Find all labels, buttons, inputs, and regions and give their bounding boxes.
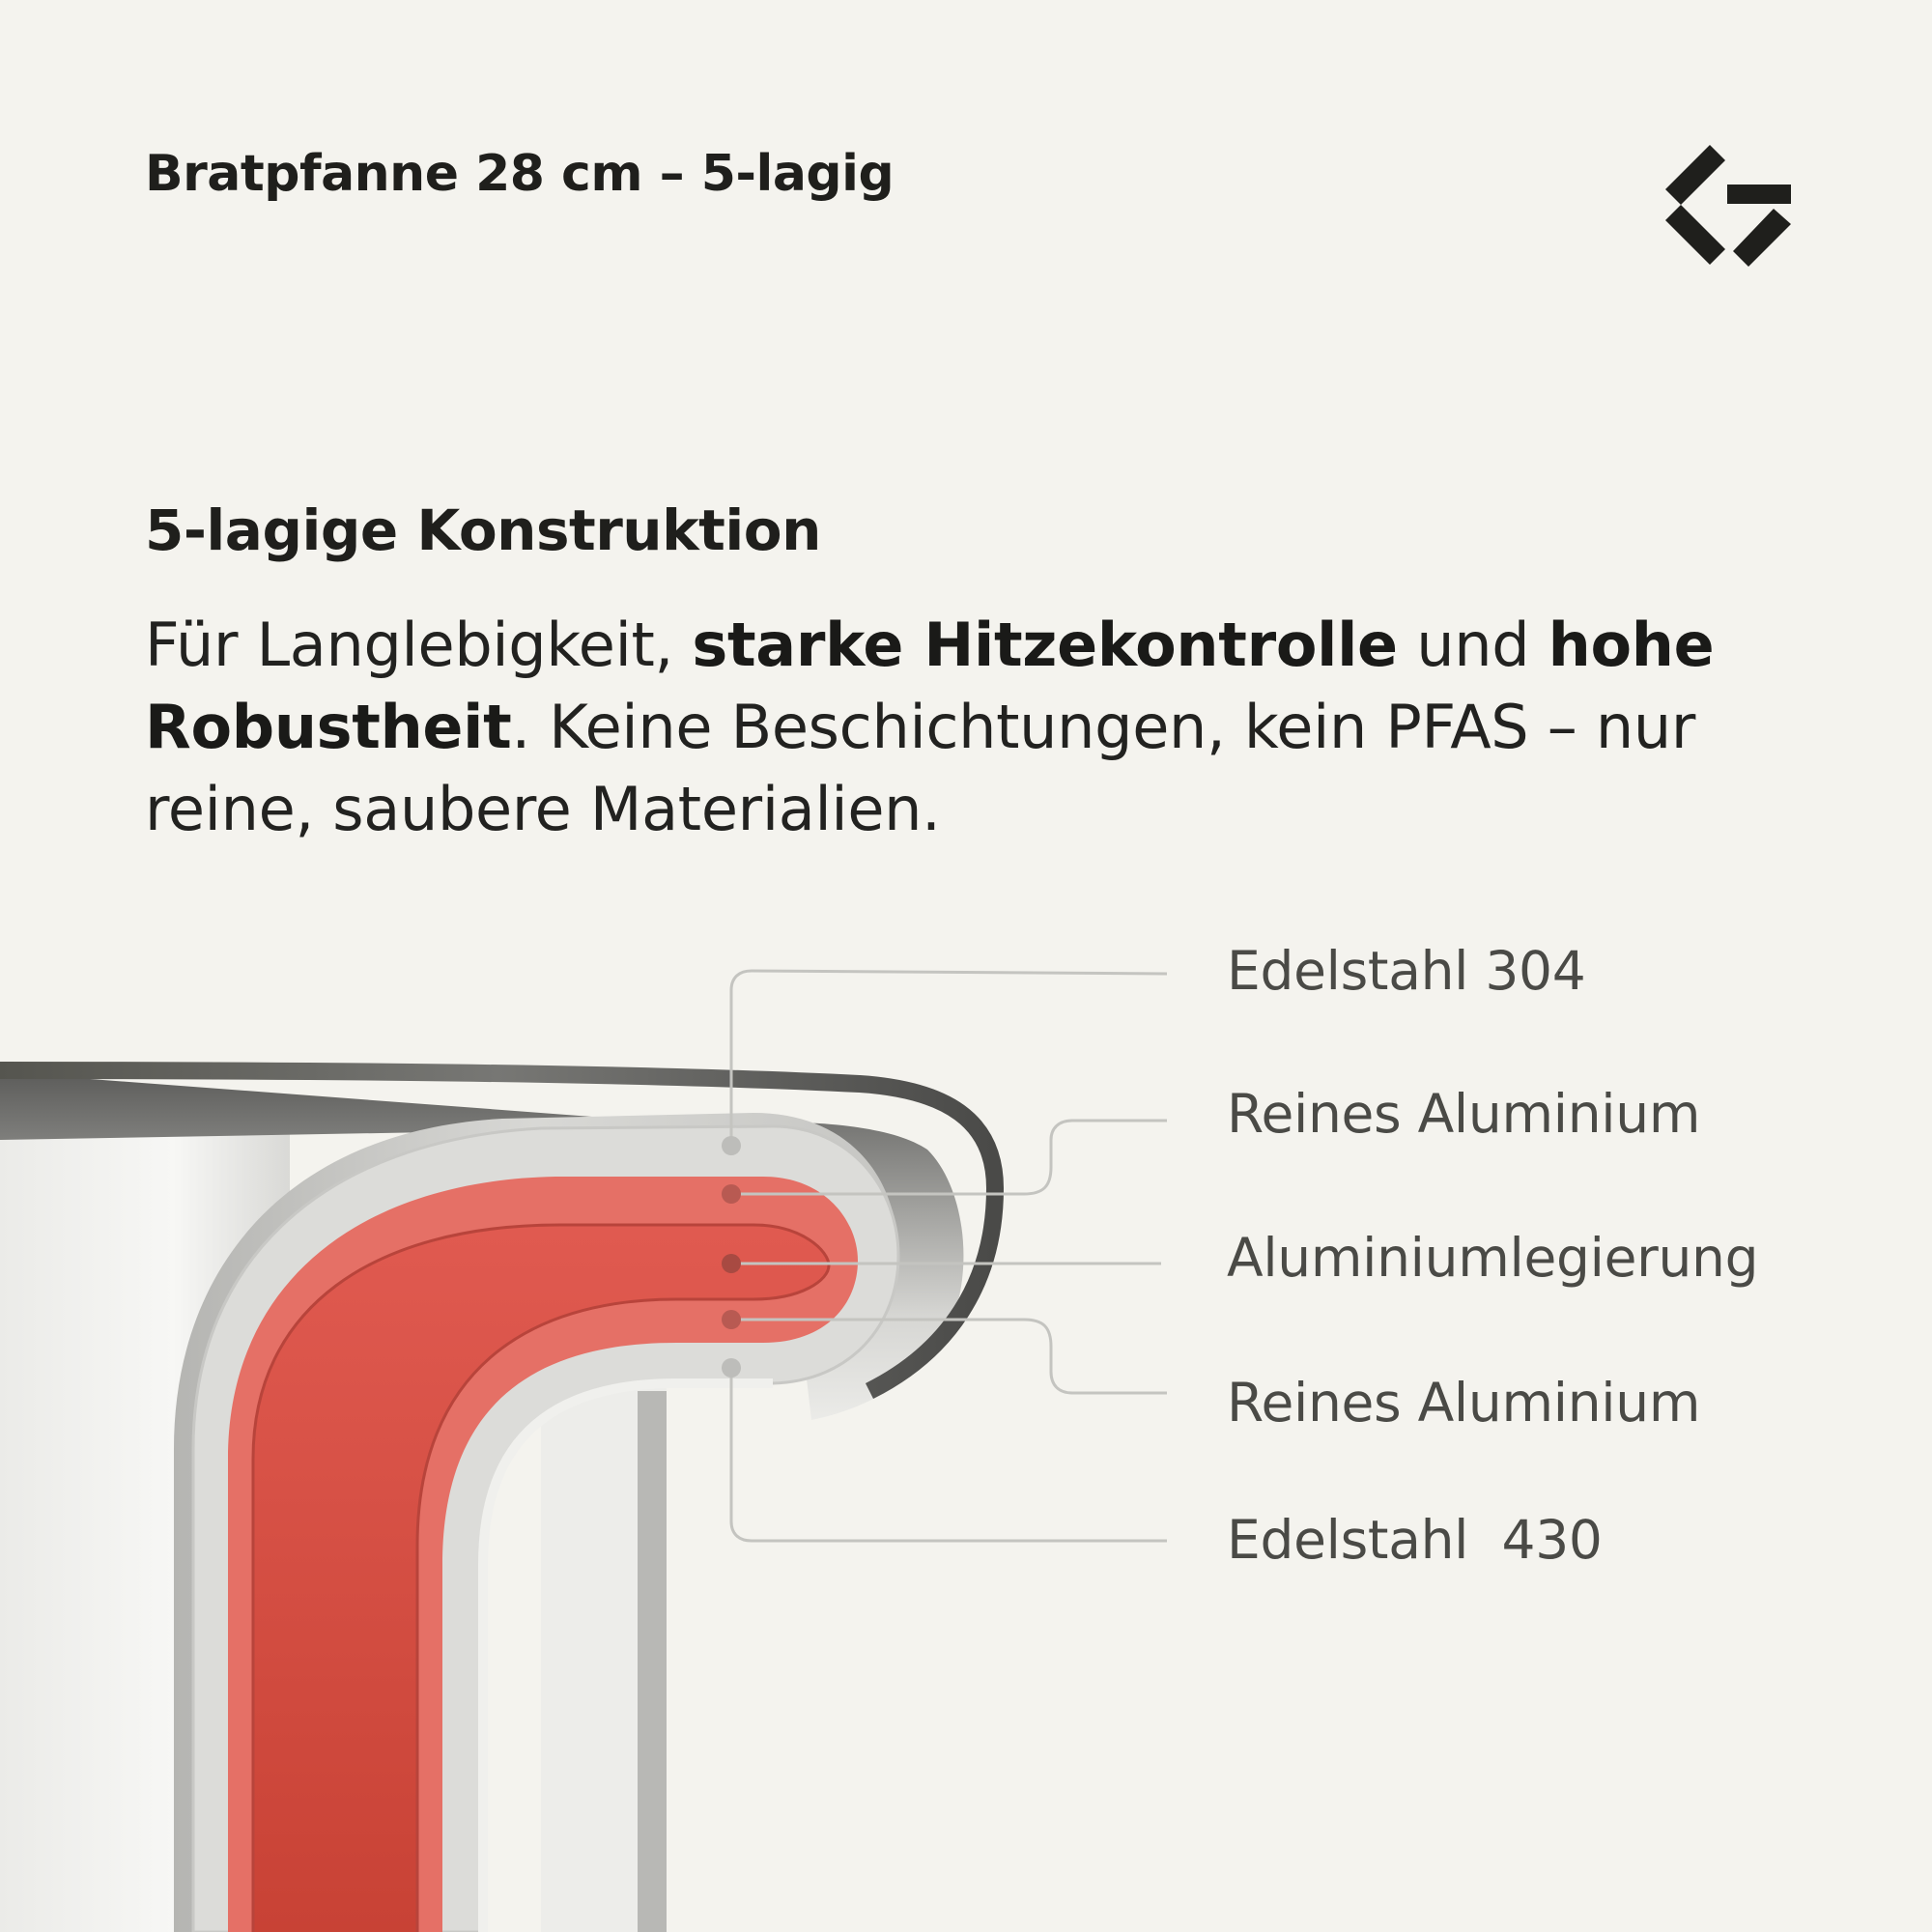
marker-dot xyxy=(722,1358,741,1378)
description-part: und xyxy=(1397,610,1548,680)
layer-label-aluminium-alloy: Aluminiumlegierung xyxy=(1227,1227,1759,1289)
marker-dot xyxy=(722,1136,741,1155)
layer-label-pure-aluminium-top: Reines Aluminium xyxy=(1227,1083,1701,1145)
layer-label-steel-304: Edelstahl 304 xyxy=(1227,940,1586,1002)
layer-label-pure-aluminium-bottom: Reines Aluminium xyxy=(1227,1372,1701,1434)
section-title: 5-lagige Konstruktion xyxy=(145,497,821,563)
marker-dot xyxy=(722,1184,741,1204)
product-title: Bratpfanne 28 cm – 5-lagig xyxy=(145,145,895,203)
marker-dot xyxy=(722,1310,741,1329)
description-part: Für Langlebigkeit, xyxy=(145,610,693,680)
layer-label-steel-430: Edelstahl 430 xyxy=(1227,1509,1603,1571)
description-part-bold: starke Hitzekontrolle xyxy=(692,610,1398,680)
marker-dot xyxy=(722,1254,741,1273)
description-part: . Keine Beschichtungen, kein PFAS – nur reine, saubere Materialien. xyxy=(145,692,1696,844)
description-part-bold: hohe Robustheit xyxy=(145,610,1715,762)
